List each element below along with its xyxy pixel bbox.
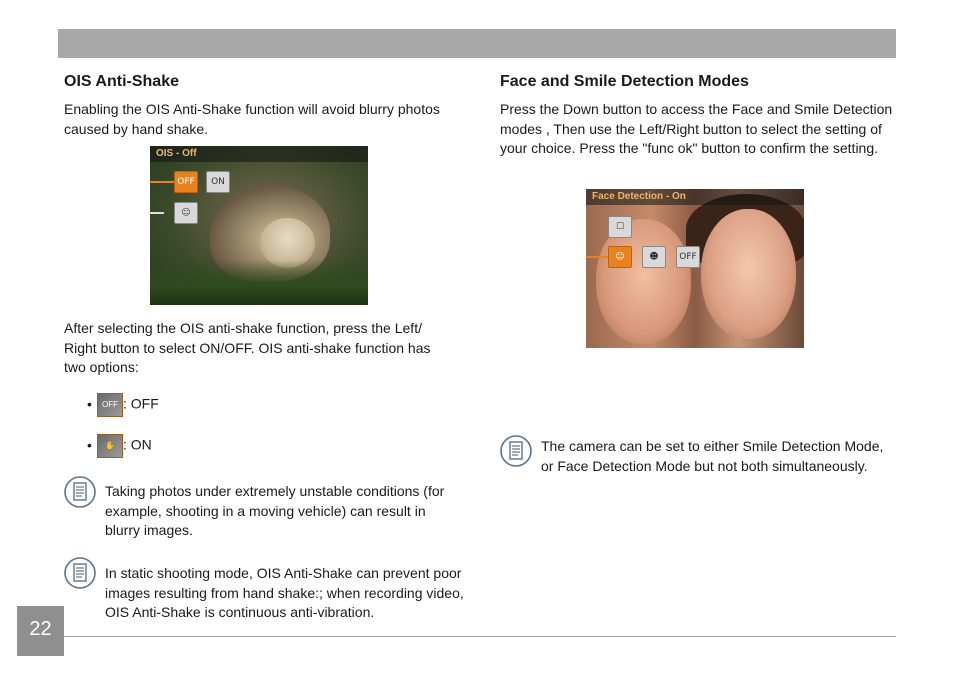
osd-pointer (586, 256, 608, 258)
option-off-label: : OFF (123, 395, 159, 412)
grass (150, 260, 368, 305)
ois-note-1: Taking photos under extremely unstable conditions (for example, shooting in a moving vehicle) can result in blurry images. (105, 483, 445, 538)
note-icon (500, 435, 532, 467)
face-note: The camera can be set to either Smile Detection Mode, or Face Detection Mode but not both simultaneously. (541, 438, 884, 474)
ois-osd-title: OIS - Off (150, 146, 368, 162)
smile-detect-icon: ☻ (642, 246, 666, 268)
ois-intro: Enabling the OIS Anti-Shake function will avoid blurry photos caused by hand shake. (64, 101, 440, 137)
osd-pointer (150, 212, 164, 214)
ois-heading: OIS Anti-Shake (64, 73, 179, 90)
face-intro: Press the Down button to access the Face and Smile Detection modes , Then use the Left/Right button to select the setting of your choice. Press the "func ok" button to confirm the setting. (500, 101, 893, 156)
footer-rule (64, 636, 896, 637)
ois-after-text: After selecting the OIS anti-shake function, press the Left/ Right button to select ON/OFF. OIS anti-shake function has two options: (64, 320, 431, 375)
ois-on-icon: ✋ (97, 434, 123, 458)
note-icon (64, 476, 96, 508)
ois-screen-image (150, 146, 368, 305)
ois-on-icon: ON (206, 171, 230, 193)
face-right (701, 209, 796, 339)
off-icon: OFF (676, 246, 700, 268)
option-on-label: : ON (123, 436, 152, 453)
option-on: • ✋ : ON (87, 434, 152, 458)
option-off: • OFF : OFF (87, 393, 159, 417)
face-heading: Face and Smile Detection Modes (500, 73, 749, 90)
header-bar (58, 29, 896, 58)
face-osd-title: Face Detection - On (586, 189, 804, 205)
face-off-mode-icon: ☐ (608, 216, 632, 238)
face-mode-icon: ☺ (174, 202, 198, 224)
face-screen-image (586, 189, 804, 348)
ois-off-icon: OFF (97, 393, 123, 417)
page-number: 22 (17, 606, 64, 656)
ois-off-icon: OFF (174, 171, 198, 193)
osd-pointer (150, 181, 174, 183)
note-icon (64, 557, 96, 589)
face-detect-icon: ☺ (608, 246, 632, 268)
ois-note-2: In static shooting mode, OIS Anti-Shake can prevent poor images resulting from hand shake:; when recording video, OIS Anti-Shake is continuous anti-vibration. (105, 565, 464, 620)
